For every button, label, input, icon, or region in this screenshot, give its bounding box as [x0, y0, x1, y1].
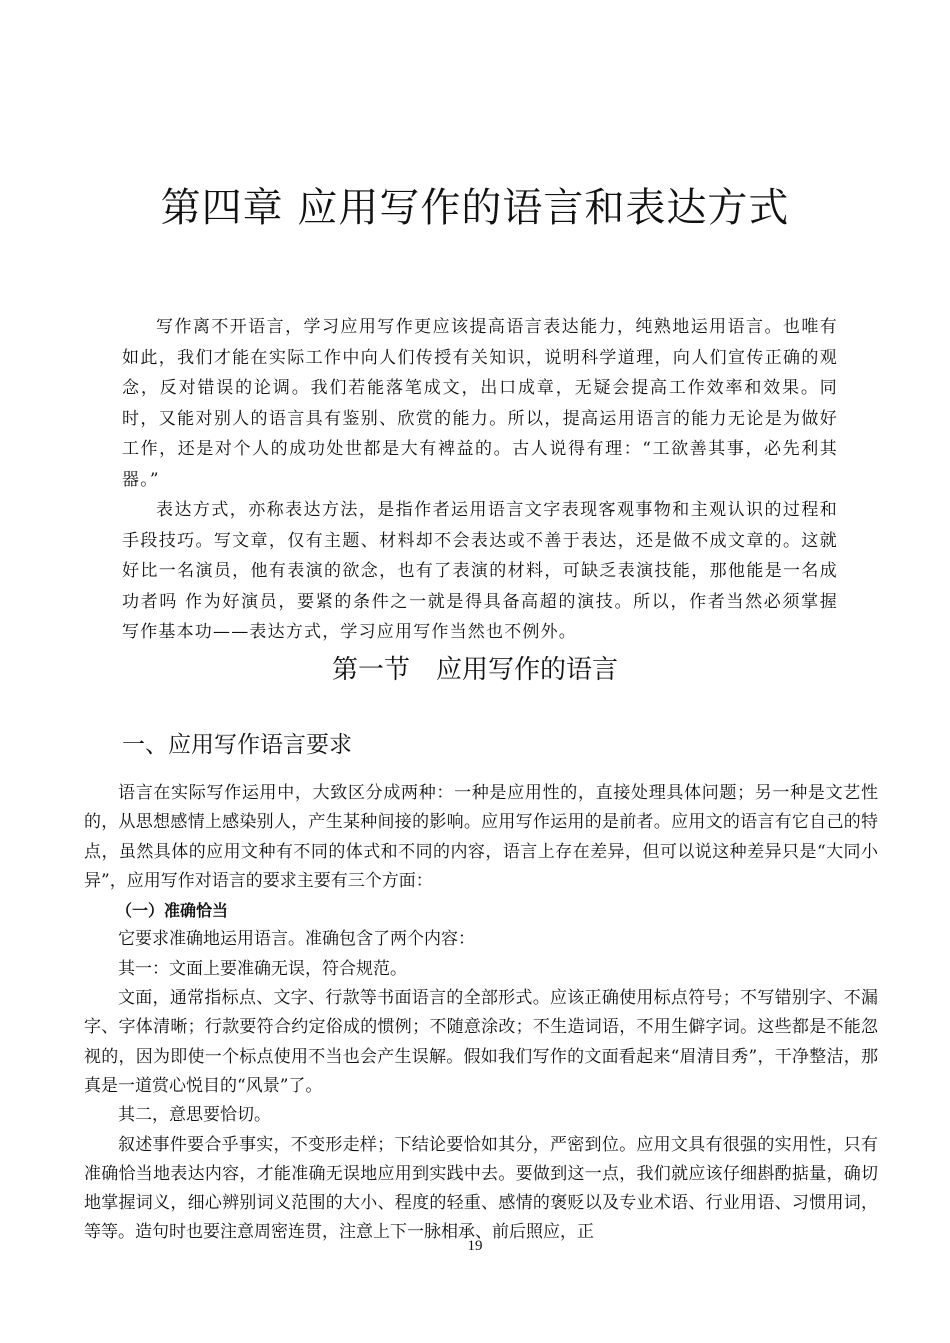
section-title: 第一节 应用写作的语言: [331, 655, 618, 685]
body-paragraph: 语言在实际写作运用中，大致区分成两种：一种是应用性的，直接处理具体问题；另一种是文艺性的，从思想感情上感染别人，产生某种间接的影响。应用写作运用的是前者。应用文的语言有它自己的特点，虽然具体的应用文种有不同的体式和不同的内容，语言上存在差异，但可以说这种差异只是“大同小异”，应用写作对语言的要求主要有三个方面：: [84, 783, 878, 891]
chapter-title: 第四章 应用写作的语言和表达方式: [160, 185, 790, 231]
subsection-title: 一、应用写作语言要求: [122, 732, 352, 758]
intro-paragraph: 写作离不开语言，学习应用写作更应该提高语言表达能力，纯熟地运用语言。也唯有如此，我们才能在实际工作中向人们传授有关知识，说明科学道理，向人们宣传正确的观念，反对错误的论调。我们若能落笔成文，出口成章，无疑会提高工作效率和效果。同时，又能对别人的语言具有鉴别、欣赏的能力。所以，提高运用语言的能力无论是为做好工作，还是对个人的成功处世都是大有裨益的。古人说得有理：“工欲善其事，必先利其器。”: [122, 317, 838, 490]
sub-heading: （一）准确恰当: [116, 901, 229, 921]
body-paragraph: 叙述事件要合乎事实，不变形走样；下结论要恰如其分，严密到位。应用文具有很强的实用性，只有准确恰当地表达内容，才能准确无误地应用到实践中去。要做到这一点，我们就应该仔细斟酌掂量，确切地掌握词义，细心辨别词义范围的大小、程度的轻重、感情的褒贬以及专业术语、行业用语、习惯用词，等等。造句时也要注意周密连贯，注意上下一脉相承、前后照应，正: [84, 1134, 878, 1243]
body-text: [84, 779, 878, 1248]
body-paragraph: 其二，意思要恰切。: [118, 1105, 271, 1126]
page-number: 19: [467, 1238, 483, 1254]
chapter-intro: [122, 312, 838, 648]
body-paragraph: 它要求准确地运用语言。准确包含了两个内容：: [118, 929, 475, 950]
body-paragraph: 其一：文面上要准确无误，符合规范。: [118, 958, 407, 979]
intro-paragraph: 表达方式，亦称表达方法，是指作者运用语言文字表现客观事物和主观认识的过程和手段技巧。写文章，仅有主题、材料却不会表达或不善于表达，还是做不成文章的。这就好比一名演员，他有表演的欲念，也有了表演的材料，可缺乏表演技能，那他能是一名成功者吗 作为好演员，要紧的条件之一就是得具备高超的演技。所以，作者当然必须掌握写作基本功——表达方式，学习应用写作当然也不例外。: [122, 500, 838, 642]
body-paragraph: 文面，通常指标点、文字、行款等书面语言的全部形式。应该正确使用标点符号；不写错别字、不漏字、字体清晰；行款要符合约定俗成的惯例；不随意涂改；不生造词语，不用生僻字词。这些都是不能忽视的，因为即使一个标点使用不当也会产生误解。假如我们写作的文面看起来“眉清目秀”，干净整洁，那真是一道赏心悦目的“风景”了。: [84, 988, 878, 1096]
